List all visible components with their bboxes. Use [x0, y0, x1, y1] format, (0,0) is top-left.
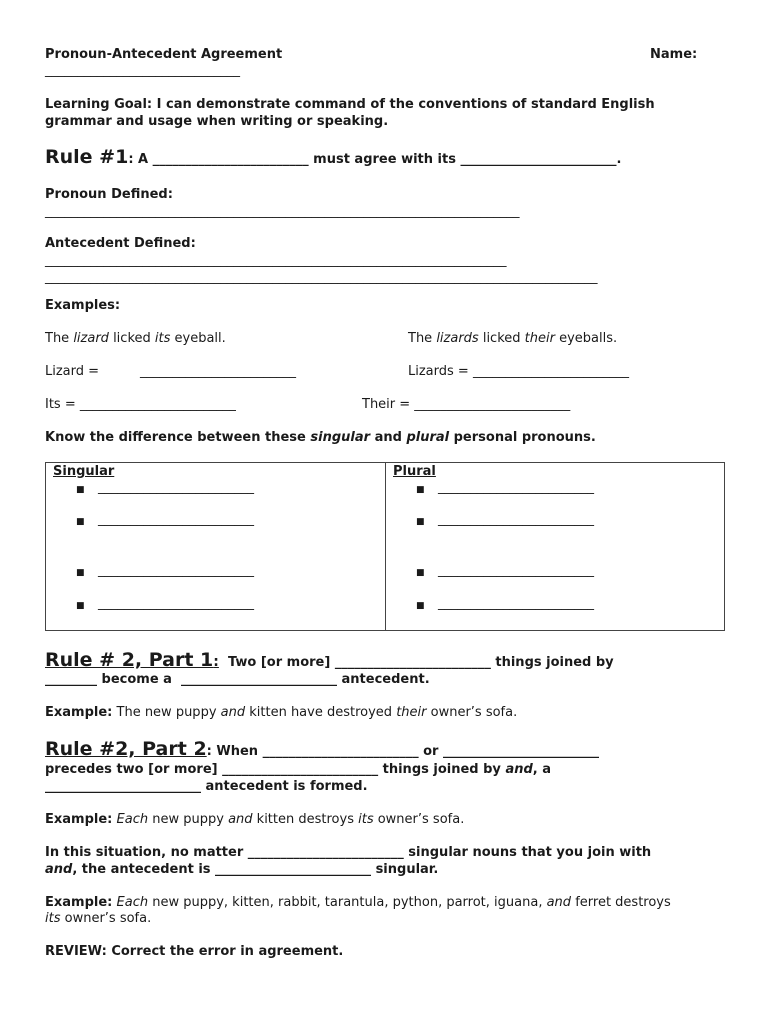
bullet-icon: ■	[76, 517, 85, 527]
rule2p2-line2-a: precedes two [or more]	[45, 762, 223, 777]
rule2p1-title: Rule # 2, Part 1	[45, 649, 214, 671]
its-blank[interactable]: ________________________	[79, 397, 236, 412]
example3-line1	[45, 895, 671, 910]
rule2p2-line2-b: things joined by	[378, 762, 506, 777]
bullet-icon: ■	[76, 568, 85, 578]
pronoun-defined-label: Pronoun Defined:	[45, 187, 173, 202]
situation-line2	[45, 862, 438, 877]
pronoun-defined-blank[interactable]: _________________________________________________________________________	[45, 204, 520, 219]
rule2-part1-example	[45, 705, 517, 720]
rule2p2-line3: antecedent is formed.	[201, 779, 368, 794]
kd-plural: plural	[406, 430, 450, 445]
rule2p2-blank3[interactable]: ________________________	[222, 762, 379, 777]
rule2p2-text-b: or	[418, 744, 443, 759]
antecedent-defined-blank1[interactable]: _______________________________________________________________________	[45, 253, 507, 268]
rule2p2-text-a: : When	[206, 744, 263, 759]
ex3-label: Example:	[45, 895, 113, 910]
learning-goal-line2: grammar and usage when writing or speaking.	[45, 114, 389, 129]
example-right-sentence	[408, 331, 617, 346]
sit-line2-b: singular.	[371, 862, 439, 877]
rule1-text-b: must agree with its	[308, 152, 461, 167]
bullet-icon: ■	[416, 568, 425, 578]
rule2p1-text-d: antecedent.	[337, 672, 430, 687]
sit-line1-a: In this situation, no matter	[45, 845, 248, 860]
rule2p2-blank1[interactable]: ________________________	[262, 744, 419, 759]
rule2p2-blank2[interactable]: ________________________	[443, 744, 599, 759]
ex3-line2: owner’s sofa.	[60, 911, 152, 926]
r2p2-example-label: Example:	[45, 812, 113, 827]
its-label: Its =	[45, 397, 80, 412]
their-row	[362, 397, 570, 412]
ex3-and: and	[546, 895, 572, 910]
their-label: Their =	[362, 397, 415, 412]
rule2-part2-line2	[45, 762, 551, 777]
singular-blank-2[interactable]: ________________________	[98, 512, 254, 527]
rule2p2-line2-c: , a	[532, 762, 552, 777]
sit-blank1[interactable]: ________________________	[247, 845, 404, 860]
examples-label: Examples:	[45, 298, 121, 313]
kd-pre: Know the difference between these	[45, 430, 311, 445]
plural-cell	[386, 463, 725, 631]
pronoun-table	[45, 462, 725, 631]
sit-line1-b: singular nouns that you join with	[403, 845, 652, 860]
rule2-part1-line2	[45, 672, 430, 687]
their-blank[interactable]: ________________________	[414, 397, 571, 412]
lizard-blank[interactable]: ________________________	[140, 364, 296, 379]
know-difference	[45, 430, 596, 445]
r2p1-ex-their: their	[396, 705, 427, 720]
singular-blank-4[interactable]: ________________________	[98, 596, 254, 611]
el-it1: lizard	[73, 331, 109, 346]
singular-blank-3[interactable]: ________________________	[98, 563, 254, 578]
ex3-each: Each	[116, 895, 149, 910]
r2p2-ex-a: new puppy	[148, 812, 229, 827]
rule1-blank1[interactable]: ________________________	[152, 152, 309, 167]
rule2p2-blank4[interactable]: ________________________	[45, 779, 201, 794]
rule1-blank2[interactable]: ________________________	[460, 152, 617, 167]
r2p1-ex-post: owner’s sofa.	[426, 705, 518, 720]
ex3-its: its	[45, 911, 61, 926]
bullet-icon: ■	[416, 517, 425, 527]
r2p1-ex-mid: kitten have destroyed	[245, 705, 397, 720]
r2p2-ex-c: owner’s sofa.	[373, 812, 465, 827]
plural-blank-1[interactable]: ________________________	[438, 480, 594, 495]
rule1-text-c: .	[616, 152, 622, 167]
rule2p1-colon: :	[213, 654, 219, 670]
bullet-icon: ■	[416, 485, 425, 495]
name-label: Name:	[650, 47, 698, 62]
situation-line1	[45, 845, 651, 860]
rule2p1-text-b: things joined by	[490, 655, 614, 670]
bullet-icon: ■	[416, 601, 425, 611]
singular-header: Singular	[53, 464, 115, 479]
rule1	[45, 146, 621, 168]
antecedent-defined-label: Antecedent Defined:	[45, 236, 196, 251]
plural-blank-4[interactable]: ________________________	[438, 596, 594, 611]
rule2-part1-line1	[45, 649, 614, 671]
example3-line2	[45, 911, 151, 926]
rule2p1-blank3[interactable]: ________________________	[181, 672, 337, 687]
bullet-icon: ■	[76, 485, 85, 495]
er-it1: lizards	[436, 331, 479, 346]
ex3-line1-end: ferret destroys	[571, 895, 671, 910]
name-blank[interactable]: ______________________________	[45, 63, 240, 78]
kd-singular: singular	[310, 430, 371, 445]
lizards-blank[interactable]: ________________________	[472, 364, 629, 379]
rule2-part2-line3	[45, 779, 368, 794]
sit-blank2[interactable]: ________________________	[215, 862, 372, 877]
plural-header: Plural	[393, 464, 436, 479]
lizard-label: Lizard =	[45, 364, 100, 379]
plural-blank-3[interactable]: ________________________	[438, 563, 594, 578]
page-title: Pronoun-Antecedent Agreement	[45, 47, 283, 62]
el-it2: its	[154, 331, 171, 346]
rule2p1-text-c: become a	[97, 672, 181, 687]
kd-and: and	[370, 430, 407, 445]
r2p1-example-label: Example:	[45, 705, 113, 720]
er-mid: licked	[478, 331, 525, 346]
r2p1-ex-and: and	[220, 705, 246, 720]
lizards-row	[408, 364, 629, 379]
r2p2-ex-and: and	[228, 812, 253, 827]
el-mid: licked	[108, 331, 155, 346]
rule2p1-blank1[interactable]: ________________________	[334, 655, 491, 670]
er-post: eyeballs.	[554, 331, 618, 346]
r2p2-ex-its: its	[358, 812, 374, 827]
rule2-part2-example	[45, 812, 464, 827]
el-post: eyeball.	[170, 331, 226, 346]
sit-line2-and: and	[45, 862, 73, 877]
review-heading: REVIEW: Correct the error in agreement.	[45, 944, 344, 959]
rule1-text-a: : A	[128, 152, 153, 167]
kd-post: personal pronouns.	[449, 430, 596, 445]
example-left-sentence	[45, 331, 226, 346]
rule2-part2-line1	[45, 738, 599, 760]
its-row	[45, 397, 236, 412]
r2p1-ex-pre: The new puppy	[112, 705, 221, 720]
sit-line2-a: , the antecedent is	[72, 862, 216, 877]
singular-cell	[46, 463, 386, 631]
rule2p2-title: Rule #2, Part 2	[45, 738, 207, 760]
rule2p2-line2-and: and	[505, 762, 533, 777]
learning-goal-line1: Learning Goal: I can demonstrate command of the conventions of standard English	[45, 97, 655, 112]
rule2p1-text-a: Two [or more]	[218, 655, 335, 670]
rule1-title: Rule #1	[45, 146, 129, 168]
plural-blank-2[interactable]: ________________________	[438, 512, 594, 527]
rule2p1-blank2[interactable]: ________	[45, 672, 97, 687]
er-it2: their	[524, 331, 555, 346]
singular-blank-1[interactable]: ________________________	[98, 480, 254, 495]
el-pre: The	[45, 331, 74, 346]
er-pre: The	[408, 331, 437, 346]
ex3-line1: new puppy, kitten, rabbit, tarantula, python, parrot, iguana,	[148, 895, 547, 910]
lizards-label: Lizards =	[408, 364, 473, 379]
bullet-icon: ■	[76, 601, 85, 611]
r2p2-ex-b: kitten destroys	[252, 812, 359, 827]
r2p2-ex-each: Each	[116, 812, 149, 827]
antecedent-defined-blank2[interactable]: _____________________________________________________________________________________	[45, 270, 598, 285]
